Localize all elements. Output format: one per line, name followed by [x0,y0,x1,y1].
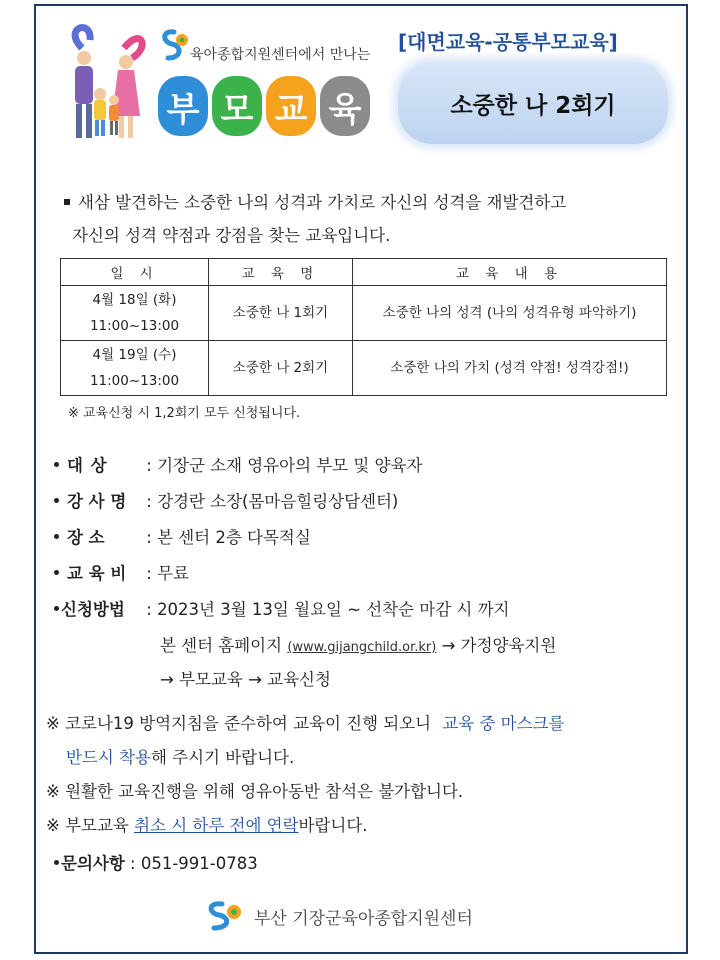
program-title-tiles [158,76,370,136]
apply-route-line [160,632,556,656]
instructor-label: 강 사 명 [67,492,127,511]
target-label: 대 상 [67,456,108,475]
bullet-icon [54,462,59,467]
session-time: 11:00~13:00 [89,318,180,334]
apply-line: 신청방법 : 2023년 3월 13일 월요일 ~ 선착순 마감 시 까지 [52,596,509,620]
intro-line-2: 자신의 성격 약점과 강점을 찾는 교육입니다. [72,226,391,245]
footer-org-name: 부산 기장군육아종합지원센터 [254,908,473,929]
apply-route-line-2 [160,666,331,690]
footer [206,900,473,932]
session-name: 소중한 나 1회기 [209,286,353,341]
place-line: 장 소 : 본 센터 2층 다목적실 [52,524,311,548]
mask-highlight-2: 반드시 착용 [66,748,151,767]
apply-route-prefix: 본 센터 홈페이지 [160,636,283,655]
title-tile: 육 [320,76,370,136]
bullet-icon [54,498,59,503]
table-note: ※ 교육신청 시 1,2회기 모두 신청됩니다. [68,406,301,421]
bullet-icon [54,860,59,865]
session-title-box [398,62,668,144]
session-content: 소중한 나의 가치 (성격 약점! 성격강점!) [353,341,667,396]
target-line: 대 상 : 기장군 소재 영유아의 부모 및 양육자 [52,452,422,476]
apply-route-suffix: → 가정양육지원 [441,636,557,655]
table-row [61,286,667,341]
square-bullet-icon [64,199,70,205]
instructor-value: 강경란 소장(몸마음힐링상담센터) [157,492,399,511]
family-illustration [62,18,152,143]
covid-notice-suffix: 해 주시기 바랍니다. [150,748,295,767]
place-value: 본 센터 2층 다목적실 [157,528,311,547]
target-value: 기장군 소재 영유아의 부모 및 양육자 [157,456,423,475]
session-date: 4월 18일 (화) [92,292,177,308]
category-tag: [대면교육-공통부모교육] [398,30,618,54]
intro-line-1: 새삼 발견하는 소중한 나의 성격과 가치로 자신의 성격을 재발견하고 [78,193,567,212]
bullet-icon [54,534,59,539]
apply-period: 2023년 3월 13일 월요일 ~ 선착순 마감 시 까지 [157,600,510,619]
date-cell [61,286,209,341]
session-time: 11:00~13:00 [89,373,180,389]
fee-label: 교 육 비 [67,564,127,583]
apply-route-end: → 부모교육 → 교육신청 [160,670,331,689]
column-header: 일 시 [61,259,209,286]
title-tile: 모 [212,76,262,136]
program-subtitle: 육아종합지원센터에서 만나는 [190,47,371,63]
intro-text [62,186,672,252]
apply-label: 신청방법 [61,600,125,619]
fee-value: 무료 [157,564,189,583]
center-logo-icon [206,900,246,932]
fee-line: 교 육 비 : 무료 [52,560,189,584]
date-cell [61,341,209,396]
covid-notice-2 [66,744,294,768]
covid-notice-prefix: ※ 코로나19 방역지침을 준수하여 교육이 진행 되오니 [46,714,432,733]
contact-label: 문의사항 [61,854,125,873]
column-header: 교 육 명 [209,259,353,286]
center-logo-icon [160,28,190,62]
title-tile: 부 [158,76,208,136]
mask-highlight: 교육 중 마스크를 [442,714,565,733]
contact-phone: 051-991-0783 [140,854,258,873]
session-title: 소중한 나 2회기 [450,92,616,119]
table-row [61,341,667,396]
cancel-notice [46,812,368,836]
session-content: 소중한 나의 성격 (나의 성격유형 파악하기) [353,286,667,341]
cancel-highlight: 취소 시 하루 전에 연락 [134,816,299,835]
bullet-icon [54,606,59,611]
place-label: 장 소 [67,528,105,547]
homepage-link[interactable]: (www.gijangchild.or.kr) [287,640,437,655]
title-tile: 교 [266,76,316,136]
schedule-table [60,258,667,396]
bullet-icon [54,570,59,575]
cancel-notice-suffix: 바랍니다. [298,816,368,835]
cancel-notice-prefix: ※ 부모교육 [46,816,129,835]
children-notice: ※ 원활한 교육진행을 위해 영유아동반 참석은 불가합니다. [46,782,464,801]
session-date: 4월 19일 (수) [92,347,177,363]
session-name: 소중한 나 2회기 [209,341,353,396]
covid-notice [46,710,564,734]
instructor-line: 강 사 명 : 강경란 소장(몸마음힐링상담센터) [52,488,398,512]
table-header-row [61,259,667,286]
column-header: 교 육 내 용 [353,259,667,286]
contact-line: 문의사항 : 051-991-0783 [52,850,258,874]
